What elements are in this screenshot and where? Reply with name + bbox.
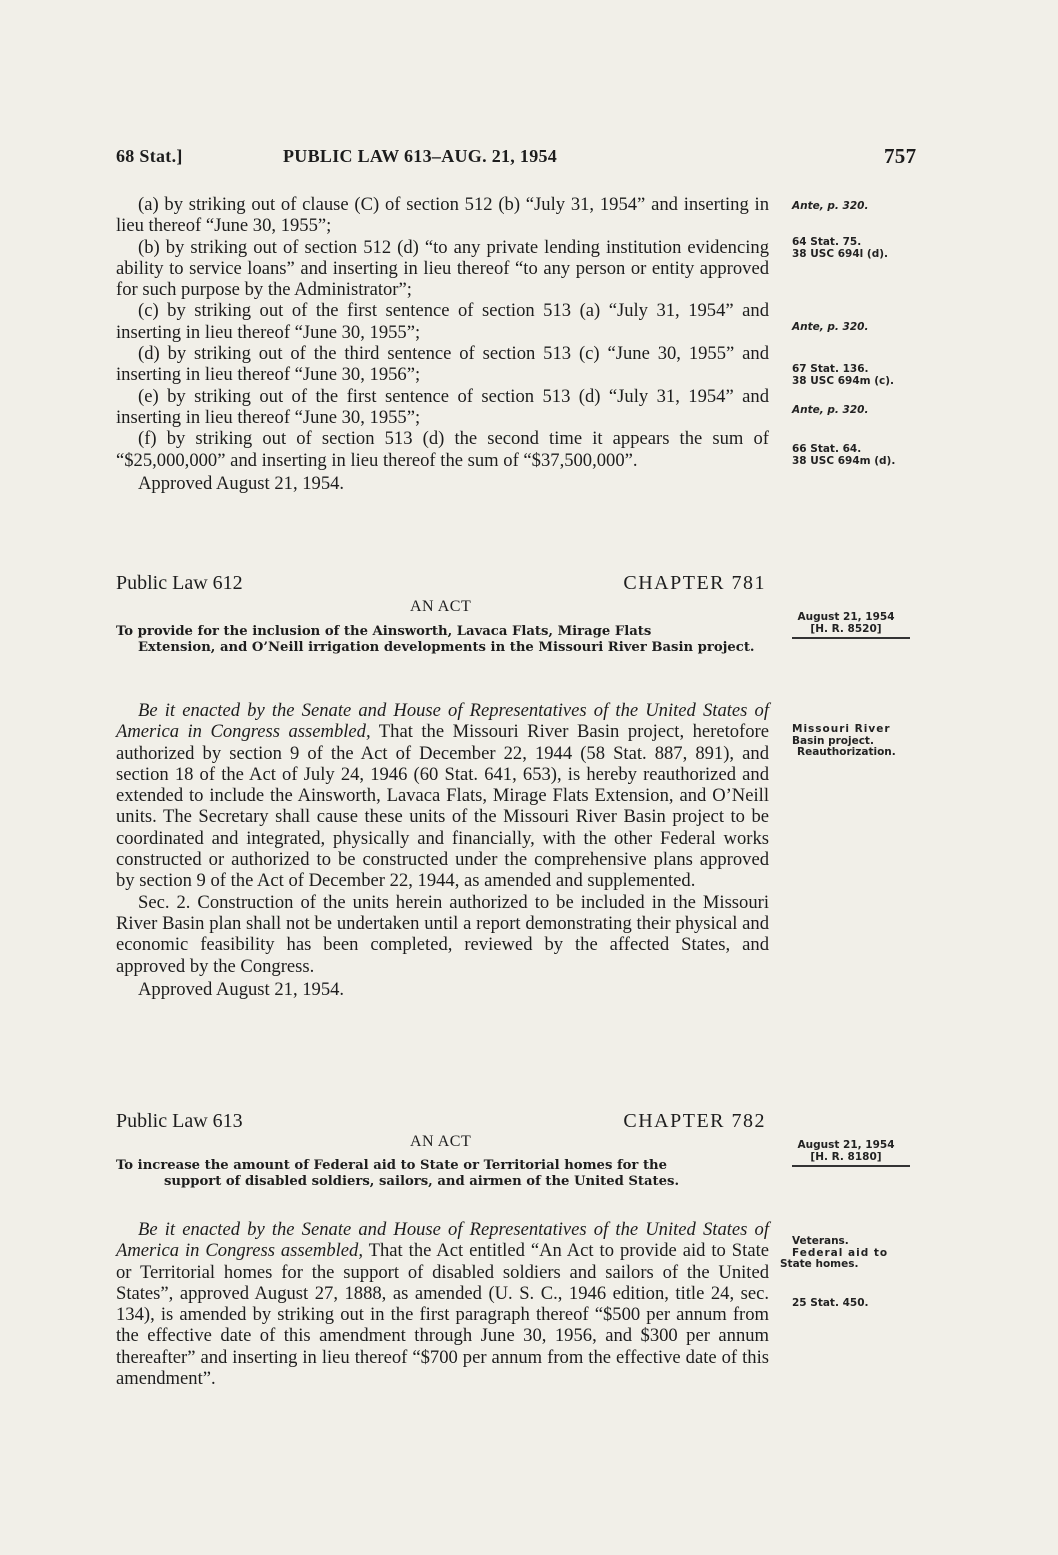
- amendment-b: (b) by striking out of section 512 (d) “to any private lending institution evidencing ability to service loans” and inserting in lieu thereof “to any person or entity approved for such purpose by the Administrator”;: [116, 236, 769, 301]
- law-613-an-act: AN ACT: [410, 1133, 472, 1150]
- law-612-text: That the Missouri River Basin project, heretofore authorized by section 9 of the Act of December 22, 1944 (58 Stat. 887, 891), and section 18 of the Act of July 24, 1946 (60 Stat. 641, 653), is hereby reauthorized and extended to include the Ainsworth, Lavaca Flats, Mirage Flats Extension, and O’Neill units. The Secretary shall cause these units of the Missouri River Basin project to be coordinated and integrated, physically and financially, with the other Federal works constructed or authorized to be constructed under the comprehensive plans approved by section 9 of the Act of December 22, 1944, as amended and supplemented.: [116, 721, 769, 892]
- law-612-bill: [H. R. 8520]: [810, 622, 882, 635]
- law-612-heading: [116, 572, 766, 596]
- law-613-date: August 21, 1954: [797, 1139, 895, 1151]
- law-613-enacting-clause: Be it enacted by the Senate and House of Representatives of the United States of America in Congress assembled,: [116, 1219, 769, 1262]
- law-613-bill: [H. R. 8180]: [810, 1150, 882, 1163]
- margin-note: 64 Stat. 75. 38 USC 694l (d).: [792, 236, 888, 260]
- law-613-citation-note: 25 Stat. 450.: [792, 1297, 869, 1309]
- amendment-a: (a) by striking out of clause (C) of section 512 (b) “July 31, 1954” and inserting in lieu thereof “June 30, 1955”;: [116, 194, 769, 237]
- law-612-body: [116, 700, 769, 1001]
- law-613-margin-note: Veterans. Federal aid to State homes.: [780, 1235, 889, 1270]
- margin-note: 67 Stat. 136. 38 USC 694m (c).: [792, 363, 895, 387]
- law-612-date: August 21, 1954: [797, 611, 895, 623]
- law-613-heading: [116, 1110, 766, 1134]
- law-612-margin-note: Missouri River Basin project. Reauthorization.: [792, 723, 896, 758]
- header-stat: 68 Stat.]: [116, 146, 183, 166]
- law-613-body: [116, 1219, 769, 1389]
- law-612-chapter: CHAPTER 781: [623, 572, 766, 594]
- law-613-date-block: [792, 1140, 900, 1167]
- law-613-title: [116, 1158, 769, 1190]
- law-612-title: [116, 624, 769, 656]
- divider: [792, 637, 910, 639]
- amendment-d: (d) by striking out of the third sentence of section 513 (c) “June 30, 1955” and inserting in lieu thereof “June 30, 1956”;: [116, 343, 769, 386]
- law-613-chapter: CHAPTER 782: [623, 1110, 766, 1132]
- law-612-title-first: To provide for the inclusion of the Ainsworth, Lavaca Flats, Mirage Flats: [116, 624, 652, 639]
- law-612-approved: Approved August 21, 1954.: [138, 978, 345, 1000]
- amendment-e: (e) by striking out of the first sentence of section 513 (d) “July 31, 1954” and inserting in lieu thereof “June 30, 1955”;: [116, 385, 769, 428]
- law-613-name: Public Law 613: [116, 1110, 243, 1132]
- margin-note: 66 Stat. 64. 38 USC 694m (d).: [792, 443, 896, 467]
- law-613-title-rest: support of disabled soldiers, sailors, and airmen of the United States.: [164, 1173, 680, 1189]
- margin-note: Ante, p. 320.: [792, 321, 869, 333]
- margin-note: Ante, p. 320.: [792, 200, 869, 212]
- page-number: 757: [884, 144, 917, 168]
- law-612-title-rest: Extension, and O’Neill irrigation developments in the Missouri River Basin project.: [138, 639, 755, 655]
- law-612-enacting-clause: Be it enacted by the Senate and House of Representatives of the United States of America in Congress assembled,: [116, 700, 769, 743]
- header-law: PUBLIC LAW 613–AUG. 21, 1954: [283, 146, 558, 166]
- margin-note: Ante, p. 320.: [792, 404, 869, 416]
- amendment-c: (c) by striking out of the first sentence of section 513 (a) “July 31, 1954” and inserting in lieu thereof “June 30, 1955”;: [116, 300, 769, 343]
- approved-line: Approved August 21, 1954.: [138, 472, 345, 494]
- law-613-text: That the Act entitled “An Act to provide aid to State or Territorial homes for the support of disabled soldiers and sailors of the United States”, approved August 27, 1888, as amended (U. S. C., 1946 edition, title 24, sec. 134), is amended by striking out in the first paragraph thereof “$500 per annum from the effective date of this amendment through June 30, 1956, and $300 per annum thereafter” and inserting in lieu thereof “$700 per annum from the effective date of this amendment”.: [116, 1240, 769, 1390]
- amendments-block: [116, 194, 769, 495]
- law-612-an-act: AN ACT: [410, 598, 472, 615]
- law-612-name: Public Law 612: [116, 572, 243, 594]
- amendment-f: (f) by striking out of section 513 (d) the second time it appears the sum of “$25,000,000” and inserting in lieu thereof the sum of “$37,500,000”.: [116, 428, 769, 471]
- divider: [792, 1165, 910, 1167]
- law-612-date-block: [792, 612, 900, 639]
- law-612-sec2: Sec. 2. Construction of the units herein authorized to be included in the Missouri River Basin plan shall not be undertaken until a report demonstrating their physical and economic feasibility has been completed, reviewed by the affected States, and approved by the Congress.: [116, 891, 769, 977]
- law-613-title-first: To increase the amount of Federal aid to State or Territorial homes for the: [116, 1158, 668, 1173]
